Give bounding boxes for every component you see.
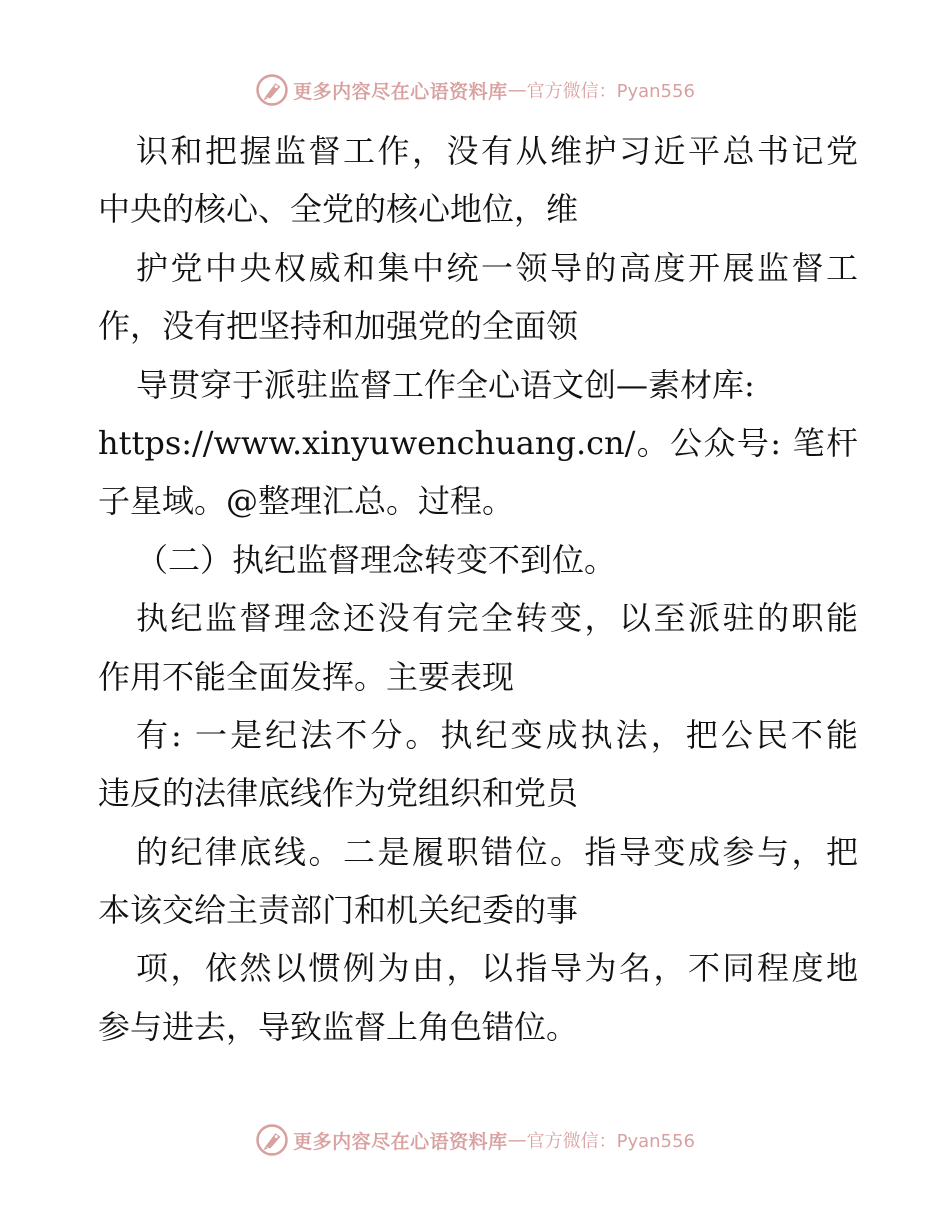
- header-banner: [0, 70, 950, 110]
- banner-wechat-text: 官方微信：Pyan556: [526, 81, 695, 102]
- banner-separator: —: [507, 1129, 527, 1151]
- body-line: 识和把握监督工作，没有从维护习近平总书记党: [136, 132, 858, 170]
- body-line: 护党中央权威和集中统一领导的高度开展监督工: [136, 248, 858, 287]
- banner-separator: —: [507, 79, 527, 101]
- body-line: https://www.xinyuwenchuang.cn/。公众号: 笔杆: [98, 423, 858, 462]
- pen-nib-logo-icon: [255, 1123, 289, 1157]
- body-line: 中央的核心、全党的核心地位，维: [98, 190, 579, 229]
- body-line: 项，依然以惯例为由，以指导为名，不同程度地: [136, 949, 858, 988]
- banner-main-text: 更多内容尽在心语资料库: [293, 80, 508, 103]
- body-line: 导贯穿于派驻监督工作全心语文创—素材库:: [136, 365, 755, 404]
- body-line: 参与进去，导致监督上角色错位。: [98, 1007, 579, 1046]
- pen-nib-logo-icon: [255, 73, 289, 107]
- body-line: 有: 一是纪法不分。执纪变成执法，把公民不能: [136, 715, 858, 754]
- body-line: （二）执纪监督理念转变不到位。: [136, 540, 617, 579]
- banner-wechat-text: 官方微信：Pyan556: [526, 1131, 695, 1152]
- footer-banner: [0, 1120, 950, 1160]
- banner-main-text: 更多内容尽在心语资料库: [293, 1130, 508, 1153]
- body-line: 子星域。@整理汇总。过程。: [98, 482, 515, 521]
- body-line: 本该交给主责部门和机关纪委的事: [98, 891, 579, 930]
- body-line: 作，没有把坚持和加强党的全面领: [98, 307, 579, 346]
- document-body: [98, 122, 858, 1056]
- body-line: 的纪律底线。二是履职错位。指导变成参与，把: [136, 832, 858, 871]
- body-line: 违反的法律底线作为党组织和党员: [98, 774, 579, 813]
- body-line: 执纪监督理念还没有完全转变，以至派驻的职能: [136, 599, 858, 638]
- body-line: 作用不能全面发挥。主要表现: [98, 657, 515, 696]
